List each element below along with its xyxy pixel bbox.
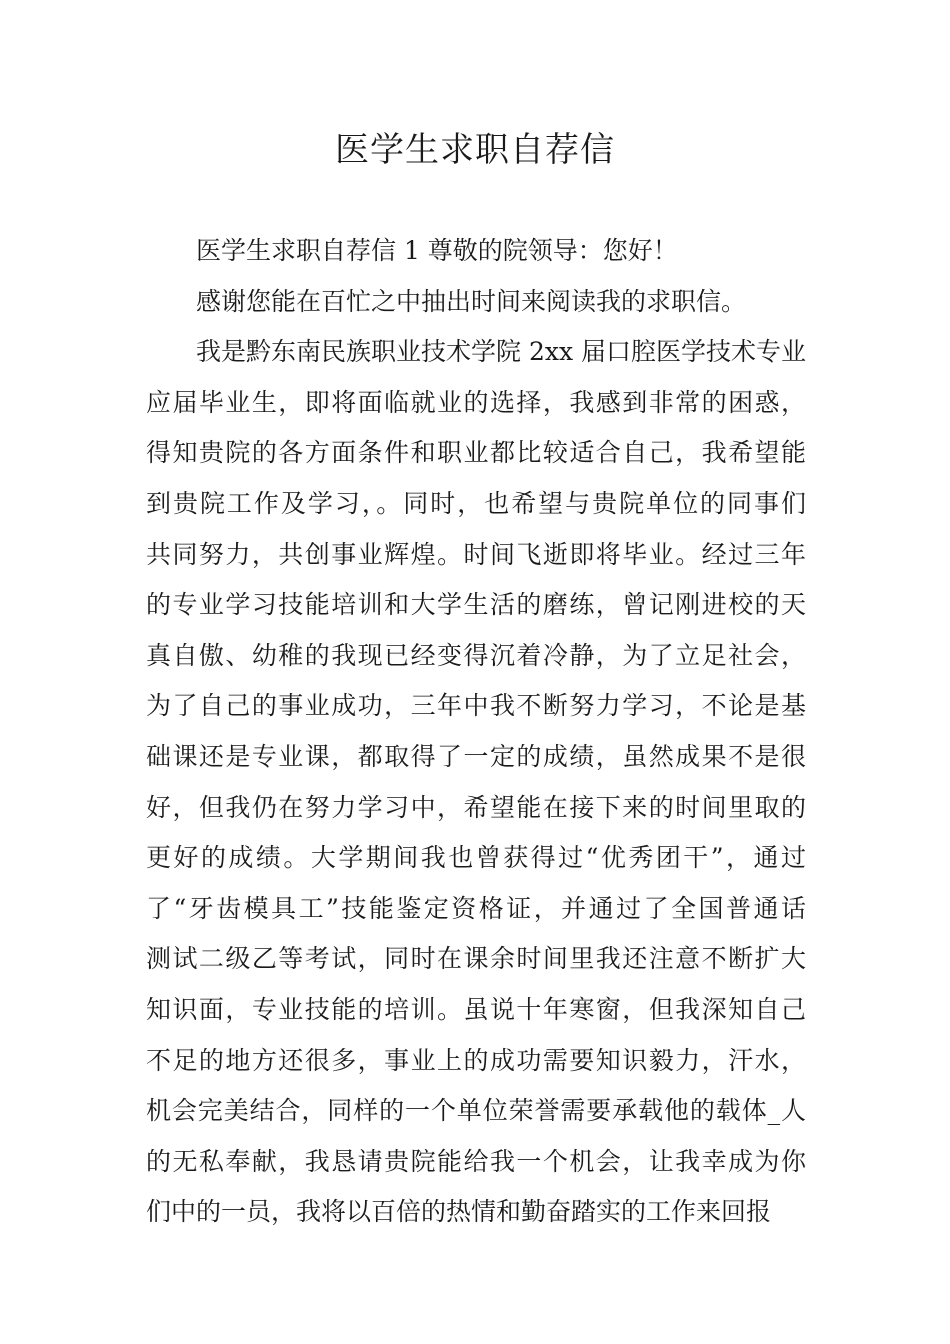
paragraph-line: 更好的成绩。大学期间我也曾获得过“优秀团干”，通过	[146, 843, 806, 873]
paragraph	[146, 226, 806, 277]
paragraph-line: 得知贵院的各方面条件和职业都比较适合自己，我希望能	[146, 438, 806, 468]
paragraph-line: 们中的一员，我将以百倍的热情和勤奋踏实的工作来回报	[146, 1197, 772, 1227]
paragraph	[146, 327, 806, 1238]
paragraph-line: 了“牙齿模具工”技能鉴定资格证，并通过了全国普通话	[146, 893, 806, 923]
paragraph-line: 我是黔东南民族职业技术学院 2xx 届口腔医学技术专业	[196, 337, 806, 367]
paragraph-line: 感谢您能在百忙之中抽出时间来阅读我的求职信。	[196, 286, 747, 316]
paragraph-line: 为了自己的事业成功，三年中我不断努力学习，不论是基	[146, 691, 806, 721]
paragraph-line: 知识面，专业技能的培训。虽说十年寒窗，但我深知自己	[146, 994, 806, 1024]
page-title: 医学生求职自荐信	[335, 130, 615, 170]
paragraph-line: 到贵院工作及学习，。同时，也希望与贵院单位的同事们	[146, 488, 806, 518]
paragraph	[146, 277, 806, 328]
paragraph-line: 的专业学习技能培训和大学生活的磨练，曾记刚进校的天	[146, 590, 806, 620]
paragraph-line: 真自傲、幼稚的我现已经变得沉着冷静，为了立足社会，	[146, 640, 806, 670]
paragraph-line: 应届毕业生，即将面临就业的选择，我感到非常的困惑，	[146, 387, 806, 417]
letter-body	[146, 226, 806, 1238]
paragraph-line: 的无私奉献，我恳请贵院能给我一个机会，让我幸成为你	[146, 1146, 806, 1176]
paragraph-line: 测试二级乙等考试，同时在课余时间里我还注意不断扩大	[146, 944, 806, 974]
paragraph-line: 医学生求职自荐信 1 尊敬的院领导：您好！	[196, 236, 678, 265]
paragraph-line: 不足的地方还很多，事业上的成功需要知识毅力，汗水，	[146, 1045, 806, 1075]
paragraph-line: 础课还是专业课，都取得了一定的成绩，虽然成果不是很	[146, 741, 806, 771]
paragraph-line: 共同努力，共创事业辉煌。时间飞逝即将毕业。经过三年	[146, 539, 806, 569]
paragraph-line: 机会完美结合，同样的一个单位荣誉需要承载他的载体_人	[146, 1096, 806, 1126]
paragraph-line: 好，但我仍在努力学习中，希望能在接下来的时间里取的	[146, 792, 806, 822]
